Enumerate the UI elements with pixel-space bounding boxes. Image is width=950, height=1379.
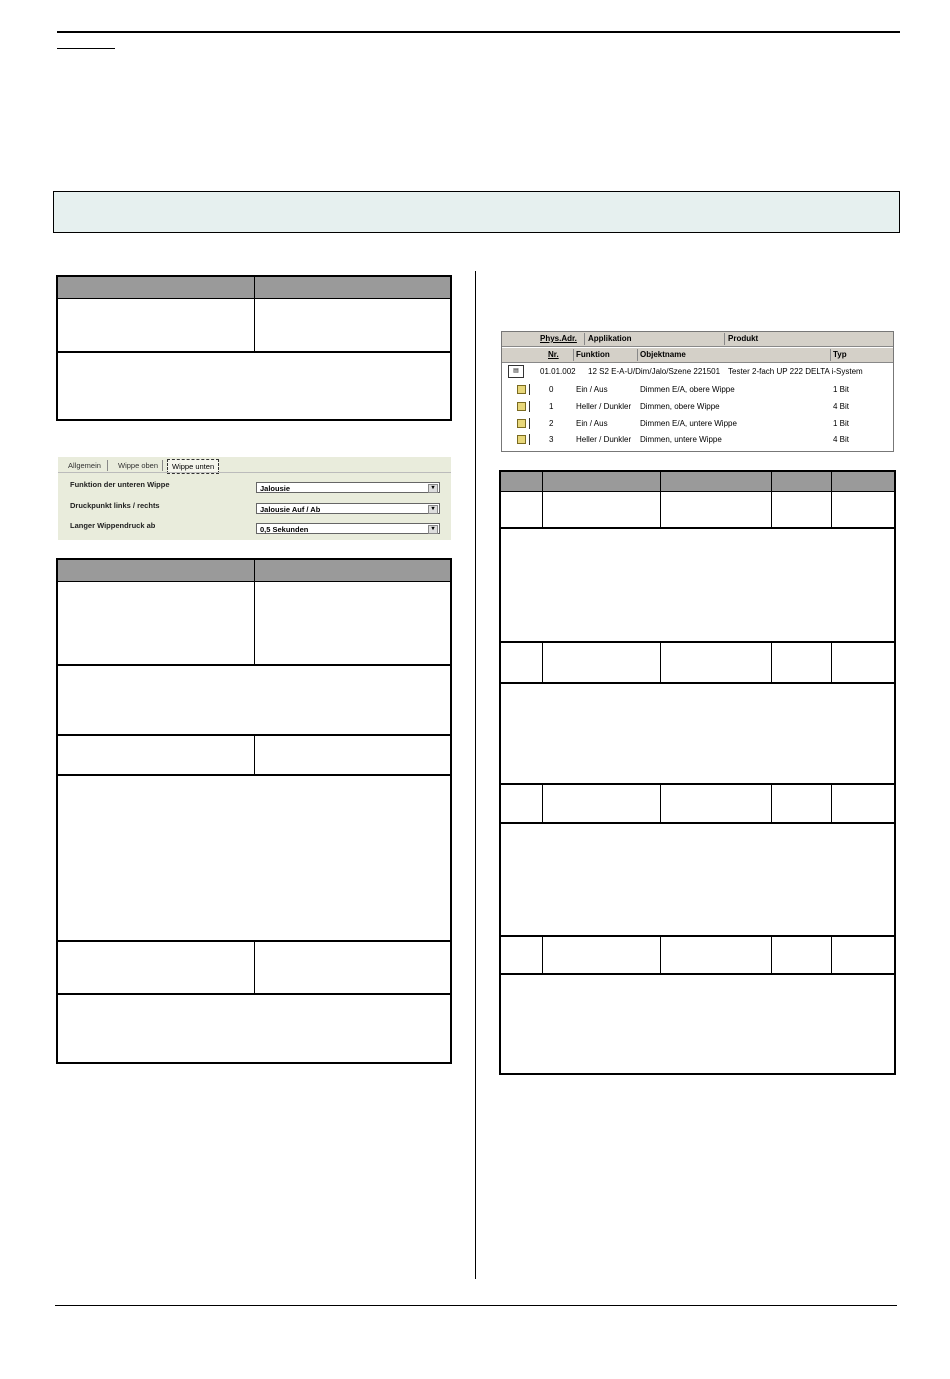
tab-wippe-unten[interactable]: Wippe unten (167, 459, 219, 474)
col-objektname[interactable]: Objektname (640, 350, 686, 359)
column-separator (831, 936, 832, 974)
dropdown-arrow-icon[interactable]: ▾ (428, 525, 438, 534)
tab-separator (162, 460, 163, 471)
object-icon (517, 435, 526, 444)
row-separator (501, 783, 894, 785)
object-funktion: Ein / Aus (576, 419, 608, 428)
column-separator (771, 472, 772, 528)
function-select-value: Jalousie (260, 484, 291, 493)
tab-bar-line (58, 472, 451, 473)
object-nr: 2 (549, 419, 554, 428)
object-icon (517, 402, 526, 411)
top-rule (57, 31, 900, 33)
object-typ: 1 Bit (833, 385, 850, 394)
device-icon: ▤ (508, 365, 524, 378)
row-separator (501, 641, 894, 643)
header-separator (637, 349, 638, 361)
tab-separator (107, 460, 108, 471)
list-item[interactable] (502, 400, 893, 414)
column-separator (771, 936, 772, 974)
param-label-function: Funktion der unteren Wippe (70, 480, 170, 489)
list-header-row-2 (502, 348, 893, 363)
object-bar (529, 384, 530, 395)
row-separator (58, 993, 450, 995)
object-bar (529, 418, 530, 429)
object-bar (529, 401, 530, 412)
object-icon (517, 385, 526, 394)
column-separator (771, 784, 772, 823)
druckpunkt-select-value: Jalousie Auf / Ab (260, 505, 321, 514)
object-nr: 0 (549, 385, 554, 394)
row-separator (501, 935, 894, 937)
column-separator (542, 936, 543, 974)
col-applikation[interactable]: Applikation (588, 334, 632, 343)
object-bar (529, 434, 530, 445)
object-nr: 3 (549, 435, 554, 444)
row-separator (501, 973, 894, 975)
bottom-rule (55, 1305, 897, 1306)
object-icon (517, 419, 526, 428)
header-separator (573, 349, 574, 361)
object-objektname: Dimmen, untere Wippe (640, 435, 722, 444)
top-left-rule (57, 48, 115, 49)
tab-allgemein[interactable]: Allgemein (68, 461, 101, 470)
row-separator (501, 682, 894, 684)
column-separator (542, 472, 543, 528)
parameter-table-1 (56, 275, 452, 421)
header-separator (830, 349, 831, 361)
col-funktion[interactable]: Funktion (576, 350, 610, 359)
col-produkt[interactable]: Produkt (728, 334, 759, 343)
list-item[interactable] (502, 383, 893, 397)
column-separator (542, 642, 543, 683)
object-table (499, 470, 896, 1075)
column-separator (254, 277, 255, 352)
wippendruck-select-value: 0,5 Sekunden (260, 525, 309, 534)
object-objektname: Dimmen, obere Wippe (640, 402, 720, 411)
list-item[interactable] (502, 433, 893, 447)
col-phys-adr[interactable]: Phys.Adr. (540, 334, 577, 343)
col-nr[interactable]: Nr. (548, 350, 559, 359)
column-separator (831, 642, 832, 683)
settings-dialog (58, 457, 451, 540)
device-application: 12 S2 E-A-U/Dim/Jalo/Szene 221501 (588, 367, 721, 376)
column-separator (831, 472, 832, 528)
column-separator (660, 784, 661, 823)
object-funktion: Heller / Dunkler (576, 435, 632, 444)
column-separator (831, 784, 832, 823)
row-separator (58, 774, 450, 776)
column-separator (660, 642, 661, 683)
dropdown-arrow-icon[interactable]: ▾ (428, 505, 438, 514)
dropdown-arrow-icon[interactable]: ▾ (428, 484, 438, 493)
object-funktion: Heller / Dunkler (576, 402, 632, 411)
column-divider (475, 271, 476, 1279)
list-header-row-1 (502, 332, 893, 347)
param-label-wippendruck: Langer Wippendruck ab (70, 521, 156, 530)
tab-wippe-oben[interactable]: Wippe oben (118, 461, 159, 470)
column-separator (254, 734, 255, 775)
title-banner (53, 191, 900, 233)
column-separator (254, 560, 255, 665)
wippendruck-select[interactable] (256, 523, 440, 534)
row-separator (501, 822, 894, 824)
device-phys-adr: 01.01.002 (540, 367, 576, 376)
param-label-druckpunkt: Druckpunkt links / rechts (70, 501, 160, 510)
object-nr: 1 (549, 402, 554, 411)
column-separator (254, 940, 255, 994)
device-product: Tester 2-fach UP 222 DELTA i-System (728, 367, 863, 376)
object-typ: 4 Bit (833, 435, 850, 444)
header-separator (724, 333, 725, 345)
column-separator (771, 642, 772, 683)
column-separator (660, 936, 661, 974)
function-select[interactable] (256, 482, 440, 493)
device-row[interactable] (502, 365, 893, 379)
object-funktion: Ein / Aus (576, 385, 608, 394)
column-separator (660, 472, 661, 528)
object-objektname: Dimmen E/A, untere Wippe (640, 419, 737, 428)
column-separator (542, 784, 543, 823)
row-separator (501, 527, 894, 529)
object-objektname: Dimmen E/A, obere Wippe (640, 385, 735, 394)
object-typ: 1 Bit (833, 419, 850, 428)
ets-object-list (501, 331, 894, 452)
col-typ[interactable]: Typ (833, 350, 847, 359)
list-item[interactable] (502, 417, 893, 431)
row-separator (58, 351, 450, 353)
object-typ: 4 Bit (833, 402, 850, 411)
row-separator (58, 664, 450, 666)
druckpunkt-select[interactable] (256, 503, 440, 514)
parameter-table-2 (56, 558, 452, 1064)
header-separator (584, 333, 585, 345)
table-header (501, 472, 894, 492)
